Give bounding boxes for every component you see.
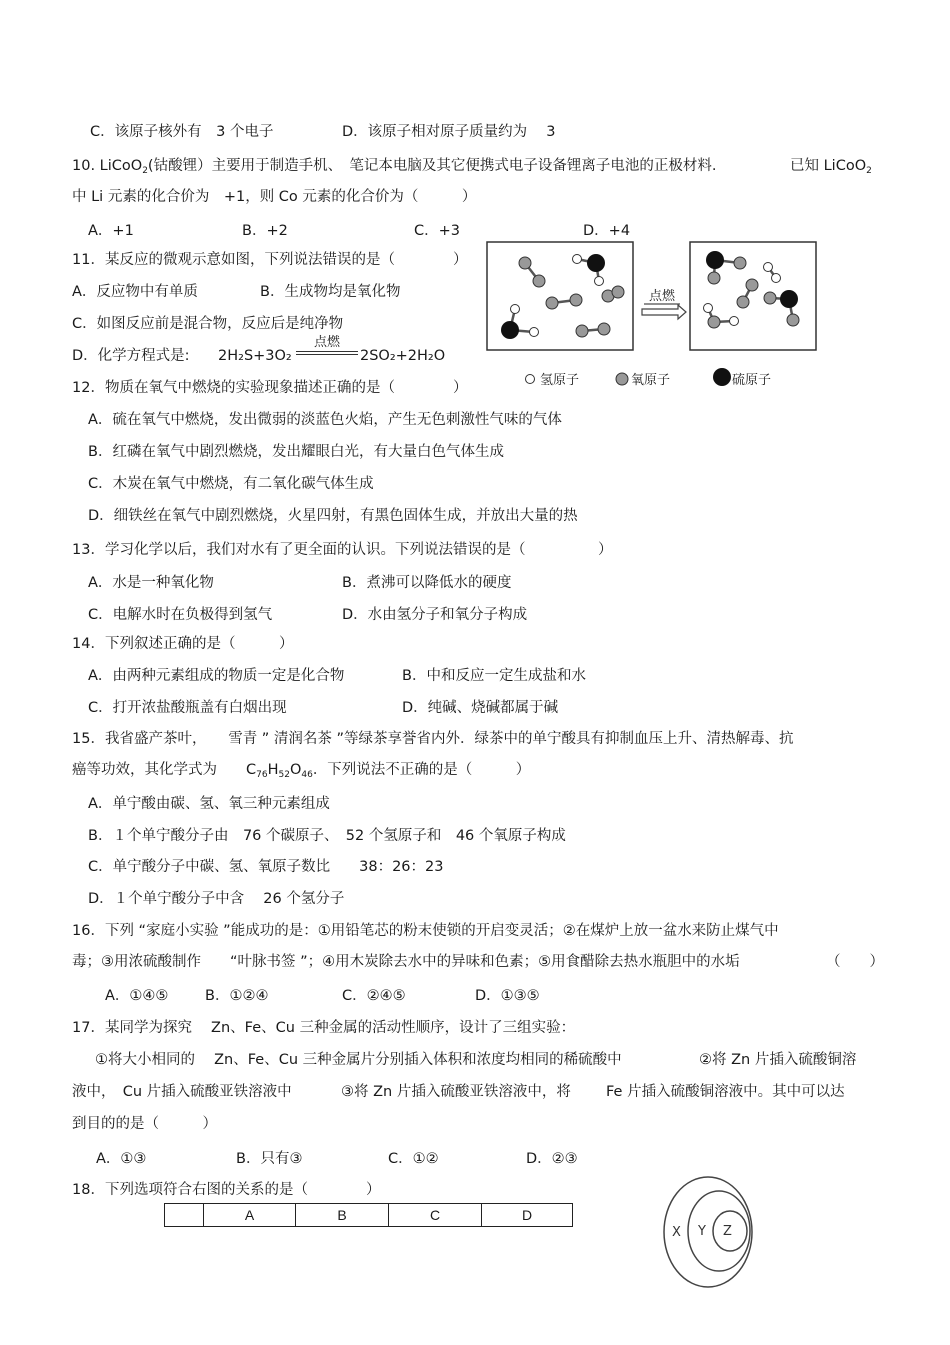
- reaction-diagram: [486, 238, 818, 394]
- q17-experiment-1: ①将大小相同的 Zn、Fe、Cu 三种金属片分别插入体积和浓度均相同的稀硫酸中: [95, 1052, 622, 1068]
- q15-option-a: A．单宁酸由碳、氢、氧三种元素组成: [88, 796, 330, 812]
- q17-experiment-3-end: Fe 片插入硫酸铜溶液中。其中可以达: [606, 1084, 845, 1100]
- q16-option-d: D．①③⑤: [475, 988, 540, 1004]
- legend-oxygen-label: 氧原子: [631, 373, 671, 388]
- q14-option-c: C．打开浓盐酸瓶盖有白烟出现: [88, 700, 287, 716]
- q12-option-c: C．木炭在氧气中燃烧，有二氧化碳气体生成: [88, 476, 374, 492]
- q10-stem-line1: 10. LiCoO$_2$(钴酸锂）主要用于制造手机、 笔记本电脑及其它便携式电子设备锂离子电池的正极材料.: [72, 158, 717, 176]
- q17-experiment-2-end: 液中， Cu 片插入硫酸亚铁溶液中: [72, 1084, 292, 1100]
- q17-option-c: C．①②: [388, 1151, 439, 1167]
- q16-stem-line1: 16．下列 “家庭小实验 ”能成功的是：①用铅笔芯的粉末使锁的开启变灵活；②在煤炉上放一盆水来防止煤气中: [72, 923, 779, 939]
- q11-option-b: B．生成物均是氧化物: [260, 284, 401, 300]
- q14-stem: 14．下列叙述正确的是（ ）: [72, 636, 294, 652]
- q10-option-d: D．+4: [583, 223, 631, 239]
- q11-equation-left: 2H₂S+3O₂: [218, 348, 292, 364]
- q15-option-d: D．１个单宁酸分子中含 26 个氢分子: [88, 891, 345, 907]
- table-row: [165, 1204, 573, 1227]
- q12-stem: 12．物质在氧气中燃烧的实验现象描述正确的是（ ）: [72, 380, 468, 396]
- legend-hydrogen-label: 氢原子: [540, 373, 580, 388]
- table-cell: [165, 1204, 204, 1227]
- q11-option-c: C．如图反应前是混合物，反应后是纯净物: [72, 316, 344, 332]
- table-cell: C: [389, 1204, 482, 1227]
- q15-stem-line1: 15．我省盛产茶叶， 雪青 ” 清润名茶 ”等绿茶享誉省内外．绿茶中的单宁酸具有抑制血压上升、清热解毒、抗: [72, 731, 794, 747]
- q16-option-a: A．①④⑤: [105, 988, 169, 1004]
- q13-option-a: A．水是一种氧化物: [88, 575, 214, 591]
- q17-experiment-3-start: ③将 Zn 片插入硫酸亚铁溶液中，将: [341, 1084, 571, 1100]
- legend-sulfur-label: 硫原子: [732, 373, 772, 388]
- q12-option-b: B．红磷在氧气中剧烈燃烧，发出耀眼白光，有大量白色气体生成: [88, 444, 504, 460]
- q10-option-c: C．+3: [414, 223, 460, 239]
- q14-option-b: B．中和反应一定生成盐和水: [402, 668, 586, 684]
- q10-stem-line1-end: 已知 LiCoO$_2$: [790, 158, 872, 176]
- q17-option-b: B．只有③: [236, 1151, 303, 1167]
- legend-hydrogen-icon: [526, 375, 535, 384]
- q14-option-a: A．由两种元素组成的物质一定是化合物: [88, 668, 345, 684]
- q18-stem: 18．下列选项符合右图的关系的是（ ）: [72, 1182, 381, 1198]
- q12-option-a: A．硫在氧气中燃烧，发出微弱的淡蓝色火焰，产生无色刺激性气味的气体: [88, 412, 562, 428]
- q12-option-d: D．细铁丝在氧气中剧烈燃烧，火星四射，有黑色固体生成，并放出大量的热: [88, 508, 578, 524]
- label-x: X: [672, 1225, 681, 1240]
- q15-option-b: B．１个单宁酸分子由 76 个碳原子、 52 个氢原子和 46 个氧原子构成: [88, 828, 566, 844]
- table-cell: D: [482, 1204, 573, 1227]
- q13-option-d: D．水由氢分子和氧分子构成: [342, 607, 528, 623]
- q9-option-d: D．该原子相对原子质量约为 3: [342, 124, 556, 140]
- q11-option-a: A．反应物中有单质: [72, 284, 198, 300]
- venn-diagram: [660, 1174, 760, 1292]
- q10-option-a: A．+1: [88, 223, 134, 239]
- q14-option-d: D．纯碱、烧碱都属于碱: [402, 700, 559, 716]
- q15-stem-line2: 癌等功效，其化学式为 $C_{76}H_{52}O_{46}$．下列说法不正确的是（ ）: [72, 762, 531, 780]
- label-y: Y: [698, 1224, 706, 1239]
- q13-option-c: C．电解水时在负极得到氢气: [88, 607, 273, 623]
- q10-option-b: B．+2: [242, 223, 288, 239]
- table-cell: B: [296, 1204, 389, 1227]
- q11-equation-condition: 点燃: [296, 336, 358, 355]
- q18-options-table: [164, 1203, 573, 1227]
- arrow-label: 点燃: [648, 289, 676, 304]
- q15-option-c: C．单宁酸分子中碳、氢、氧原子数比 38：26：23: [88, 859, 444, 875]
- q13-stem: 13．学习化学以后，我们对水有了更全面的认识。下列说法错误的是（ ）: [72, 542, 613, 558]
- q13-option-b: B．煮沸可以降低水的硬度: [342, 575, 512, 591]
- q11-stem: 11．某反应的微观示意如图，下列说法错误的是（ ）: [72, 252, 468, 268]
- q11-option-d: D．化学方程式是:: [72, 348, 190, 364]
- q17-experiment-2-start: ②将 Zn 片插入硫酸铜溶: [699, 1052, 857, 1068]
- q11-equation-right: 2SO₂+2H₂O: [360, 348, 446, 364]
- q9-option-c: C．该原子核外有 3 个电子: [90, 124, 274, 140]
- legend-sulfur-icon: [713, 368, 731, 386]
- q16-option-b: B．①②④: [205, 988, 269, 1004]
- q16-stem-line2: 毒；③用浓硫酸制作 “叶脉书签 ”；④用木炭除去水中的异味和色素；⑤用食醋除去热水瓶胆中的水垢: [72, 954, 740, 970]
- q17-option-a: A．①③: [96, 1151, 147, 1167]
- q16-answer-paren: （ ）: [826, 954, 884, 970]
- table-cell: A: [204, 1204, 296, 1227]
- q17-stem: 17．某同学为探究 Zn、Fe、Cu 三种金属的活动性顺序，设计了三组实验：: [72, 1020, 576, 1036]
- q17-stem-end: 到目的的是（ ）: [72, 1116, 217, 1132]
- label-z: Z: [723, 1224, 732, 1239]
- reaction-arrow: [642, 305, 686, 319]
- q16-option-c: C．②④⑤: [342, 988, 406, 1004]
- legend-oxygen-icon: [616, 373, 628, 385]
- q10-stem-line2: 中 Li 元素的化合价为 +1，则 Co 元素的化合价为（ ）: [72, 189, 477, 205]
- q17-option-d: D．②③: [526, 1151, 578, 1167]
